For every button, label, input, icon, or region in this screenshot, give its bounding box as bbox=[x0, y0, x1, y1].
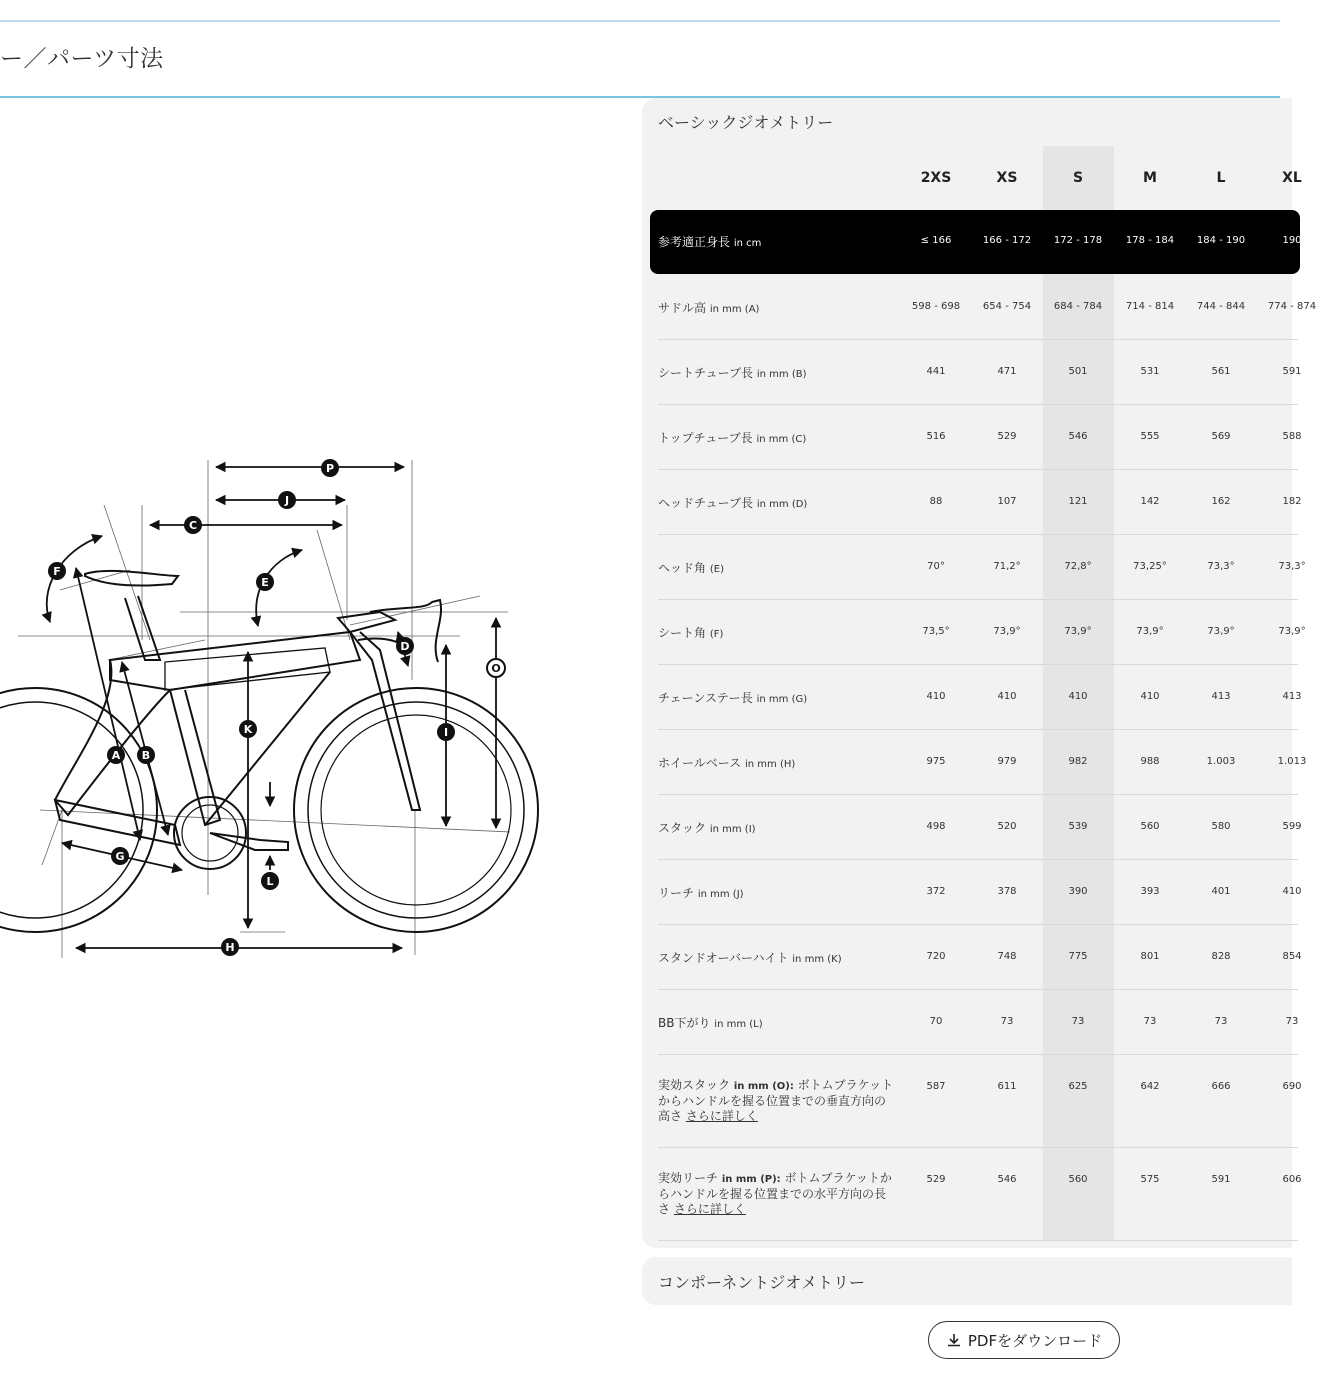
geometry-value: 828 bbox=[1211, 951, 1231, 962]
geometry-value: 410 bbox=[1282, 886, 1302, 897]
geometry-row-label: スタック in mm (I) bbox=[658, 821, 756, 835]
rider-height-value: 166 - 172 bbox=[982, 235, 1032, 246]
badge-o bbox=[487, 659, 505, 677]
svg-text:H: H bbox=[225, 941, 235, 954]
badge-b bbox=[137, 746, 155, 764]
geometry-row-label: リーチ in mm (J) bbox=[658, 886, 744, 900]
badge-c bbox=[184, 516, 202, 534]
geometry-value: 982 bbox=[1068, 756, 1088, 767]
geometry-value: 471 bbox=[997, 366, 1017, 377]
geometry-row bbox=[658, 600, 1306, 665]
geometry-value: 684 - 784 bbox=[1053, 301, 1103, 312]
rider-height-value: 172 - 178 bbox=[1053, 235, 1103, 246]
download-icon bbox=[946, 1332, 962, 1348]
badge-p bbox=[321, 459, 339, 477]
geometry-row-label: トップチューブ長 in mm (C) bbox=[658, 431, 807, 445]
geometry-value: 73 bbox=[1285, 1016, 1299, 1027]
svg-text:O: O bbox=[491, 662, 501, 675]
geometry-row-label: BB下がり in mm (L) bbox=[658, 1016, 763, 1030]
geometry-value: 70° bbox=[927, 561, 945, 572]
geometry-value: 441 bbox=[926, 366, 946, 377]
geometry-value: 70 bbox=[929, 1016, 943, 1027]
geometry-value: 714 - 814 bbox=[1125, 301, 1175, 312]
geometry-value: 73,9° bbox=[1207, 626, 1235, 637]
geometry-value: 410 bbox=[1140, 691, 1160, 702]
geometry-value: 561 bbox=[1211, 366, 1231, 377]
svg-text:P: P bbox=[325, 462, 335, 475]
geometry-value: 162 bbox=[1211, 496, 1231, 507]
svg-text:C: C bbox=[188, 519, 198, 532]
component-geometry-title: コンポーネントジオメトリー bbox=[658, 1273, 866, 1292]
effective-reach-value: 606 bbox=[1282, 1174, 1302, 1185]
geometry-value: 73,9° bbox=[993, 626, 1021, 637]
geometry-row-label: ヘッド角 (E) bbox=[658, 561, 724, 575]
geometry-row bbox=[658, 535, 1306, 600]
geometry-value: 73,3° bbox=[1278, 561, 1306, 572]
geometry-value: 413 bbox=[1282, 691, 1302, 702]
svg-text:I: I bbox=[443, 726, 449, 739]
effective-stack-row bbox=[658, 1055, 1302, 1148]
geometry-row bbox=[658, 665, 1302, 730]
geometry-row bbox=[658, 990, 1298, 1055]
effective-stack-value: 642 bbox=[1140, 1081, 1160, 1092]
geometry-value: 1.003 bbox=[1206, 756, 1236, 767]
top-rule bbox=[0, 20, 1280, 22]
download-pdf-button[interactable] bbox=[928, 1321, 1120, 1359]
effective-reach-value: 560 bbox=[1068, 1174, 1088, 1185]
geometry-value: 1.013 bbox=[1277, 756, 1307, 767]
badge-h bbox=[221, 938, 239, 956]
effective-stack-label: 実効スタック in mm (O): ボトムブラケットからハンドルを握る位置までの垂直方向の高さ さらに詳しく bbox=[658, 1078, 894, 1123]
geometry-value: 73,3° bbox=[1207, 561, 1235, 572]
geometry-value: 599 bbox=[1282, 821, 1302, 832]
wheels bbox=[0, 688, 538, 932]
download-label: PDFをダウンロード bbox=[967, 1331, 1103, 1350]
geometry-row-label: スタンドオーバーハイト in mm (K) bbox=[658, 951, 842, 965]
svg-text:A: A bbox=[111, 749, 121, 762]
badge-e bbox=[256, 573, 274, 591]
geometry-value: 560 bbox=[1140, 821, 1160, 832]
geometry-value: 73,9° bbox=[1136, 626, 1164, 637]
rider-height-row bbox=[650, 210, 1300, 274]
geometry-value: 546 bbox=[1068, 431, 1088, 442]
geometry-value: 71,2° bbox=[993, 561, 1021, 572]
geometry-row-label: シート角 (F) bbox=[658, 626, 724, 640]
geometry-row bbox=[658, 860, 1302, 925]
badge-l bbox=[261, 872, 279, 890]
svg-text:J: J bbox=[284, 494, 290, 507]
geometry-value: 73,25° bbox=[1133, 561, 1167, 572]
badge-d bbox=[396, 637, 414, 655]
geometry-value: 410 bbox=[926, 691, 946, 702]
size-m[interactable]: M bbox=[1143, 170, 1157, 186]
svg-text:L: L bbox=[266, 875, 274, 888]
geometry-value: 182 bbox=[1282, 496, 1302, 507]
geometry-value: 520 bbox=[997, 821, 1017, 832]
geometry-value: 73,5° bbox=[922, 626, 950, 637]
geometry-row-label: サドル高 in mm (A) bbox=[658, 301, 760, 315]
badge-f bbox=[48, 562, 66, 580]
rider-height-value: ≤ 166 bbox=[920, 235, 952, 246]
geometry-value: 588 bbox=[1282, 431, 1302, 442]
effective-stack-value: 690 bbox=[1282, 1081, 1302, 1092]
geometry-row-label: ホイールベース in mm (H) bbox=[658, 756, 796, 770]
size-xs[interactable]: XS bbox=[996, 170, 1018, 186]
geometry-value: 501 bbox=[1068, 366, 1088, 377]
effective-stack-value: 625 bbox=[1068, 1081, 1088, 1092]
effective-reach-value: 591 bbox=[1211, 1174, 1231, 1185]
effective-reach-row bbox=[658, 1148, 1302, 1241]
svg-text:E: E bbox=[261, 576, 269, 589]
badge-g bbox=[111, 847, 129, 865]
geometry-value: 413 bbox=[1211, 691, 1231, 702]
svg-text:F: F bbox=[53, 565, 61, 578]
component-geometry-panel[interactable] bbox=[642, 1257, 1292, 1305]
svg-text:G: G bbox=[115, 850, 125, 863]
geometry-value: 516 bbox=[926, 431, 946, 442]
geometry-value: 539 bbox=[1068, 821, 1088, 832]
geometry-row bbox=[658, 340, 1302, 405]
effective-reach-label: 実効リーチ in mm (P): ボトムブラケットからハンドルを握る位置までの水平方向の長さ さらに詳しく bbox=[658, 1171, 892, 1216]
effective-reach-value: 529 bbox=[926, 1174, 946, 1185]
geometry-value: 774 - 874 bbox=[1267, 301, 1317, 312]
geometry-row bbox=[658, 275, 1317, 340]
geometry-value: 401 bbox=[1211, 886, 1231, 897]
badge-k bbox=[239, 720, 257, 738]
geometry-value: 73 bbox=[1071, 1016, 1085, 1027]
geometry-value: 569 bbox=[1211, 431, 1231, 442]
size-l[interactable]: L bbox=[1216, 170, 1226, 186]
geometry-value: 393 bbox=[1140, 886, 1160, 897]
geometry-value: 410 bbox=[997, 691, 1017, 702]
geometry-value: 372 bbox=[926, 886, 946, 897]
rider-height-value: 178 - 184 bbox=[1125, 235, 1175, 246]
geometry-value: 107 bbox=[997, 496, 1017, 507]
badge-a bbox=[107, 746, 125, 764]
geometry-value: 748 bbox=[997, 951, 1017, 962]
geometry-row bbox=[658, 795, 1302, 860]
geometry-value: 529 bbox=[997, 431, 1017, 442]
geometry-row-label: ヘッドチューブ長 in mm (D) bbox=[658, 496, 808, 510]
geometry-value: 73 bbox=[1000, 1016, 1014, 1027]
geometry-value: 979 bbox=[997, 756, 1017, 767]
geometry-row-label: シートチューブ長 in mm (B) bbox=[658, 366, 807, 380]
effective-reach-value: 575 bbox=[1140, 1174, 1160, 1185]
geometry-row bbox=[658, 925, 1302, 990]
geometry-value: 73,9° bbox=[1278, 626, 1306, 637]
badge-i bbox=[437, 723, 455, 741]
effective-stack-value: 611 bbox=[997, 1081, 1017, 1092]
geometry-value: 591 bbox=[1282, 366, 1302, 377]
size-2xs[interactable]: 2XS bbox=[920, 170, 952, 186]
geometry-value: 72,8° bbox=[1064, 561, 1092, 572]
size-xl[interactable]: XL bbox=[1282, 170, 1302, 186]
panel-title[interactable]: ベーシックジオメトリー bbox=[658, 113, 834, 132]
learn-more-link[interactable]: さらに詳しく bbox=[685, 1109, 758, 1123]
geometry-value: 73,9° bbox=[1064, 626, 1092, 637]
basic-geometry-panel bbox=[642, 98, 1317, 1248]
svg-text:K: K bbox=[243, 723, 253, 736]
geometry-value: 988 bbox=[1140, 756, 1160, 767]
size-s[interactable]: S bbox=[1072, 170, 1084, 186]
geometry-value: 580 bbox=[1211, 821, 1231, 832]
geometry-value: 73 bbox=[1214, 1016, 1228, 1027]
effective-stack-value: 666 bbox=[1211, 1081, 1231, 1092]
geometry-row-label: チェーンステー長 in mm (G) bbox=[658, 691, 808, 705]
svg-text:B: B bbox=[141, 749, 151, 762]
geometry-value: 498 bbox=[926, 821, 946, 832]
bike-geometry-diagram bbox=[0, 440, 560, 970]
geometry-value: 121 bbox=[1068, 496, 1088, 507]
badge-j bbox=[278, 491, 296, 509]
geometry-value: 88 bbox=[929, 496, 943, 507]
geometry-value: 73 bbox=[1143, 1016, 1157, 1027]
geometry-value: 410 bbox=[1068, 691, 1088, 702]
rider-height-value: 184 - 190 bbox=[1196, 235, 1246, 246]
geometry-value: 975 bbox=[926, 756, 946, 767]
geometry-value: 390 bbox=[1068, 886, 1088, 897]
page-title: ー／パーツ寸法 bbox=[0, 46, 164, 72]
geometry-value: 531 bbox=[1140, 366, 1160, 377]
geometry-row bbox=[658, 730, 1307, 795]
geometry-value: 720 bbox=[926, 951, 946, 962]
effective-stack-value: 587 bbox=[926, 1081, 946, 1092]
effective-reach-value: 546 bbox=[997, 1174, 1017, 1185]
geometry-row bbox=[658, 470, 1302, 535]
geometry-value: 555 bbox=[1140, 431, 1160, 442]
geometry-value: 654 - 754 bbox=[982, 301, 1032, 312]
geometry-row bbox=[658, 405, 1302, 470]
svg-text:D: D bbox=[400, 640, 410, 653]
learn-more-link[interactable]: さらに詳しく bbox=[673, 1202, 746, 1216]
rider-height-value: 190 bbox=[1282, 235, 1302, 246]
geometry-value: 775 bbox=[1068, 951, 1088, 962]
rider-height-label: 参考適正身長 in cm bbox=[658, 235, 762, 249]
geometry-value: 744 - 844 bbox=[1196, 301, 1246, 312]
geometry-value: 801 bbox=[1140, 951, 1160, 962]
geometry-value: 854 bbox=[1282, 951, 1302, 962]
geometry-value: 598 - 698 bbox=[911, 301, 961, 312]
geometry-value: 378 bbox=[997, 886, 1017, 897]
geometry-value: 142 bbox=[1140, 496, 1160, 507]
